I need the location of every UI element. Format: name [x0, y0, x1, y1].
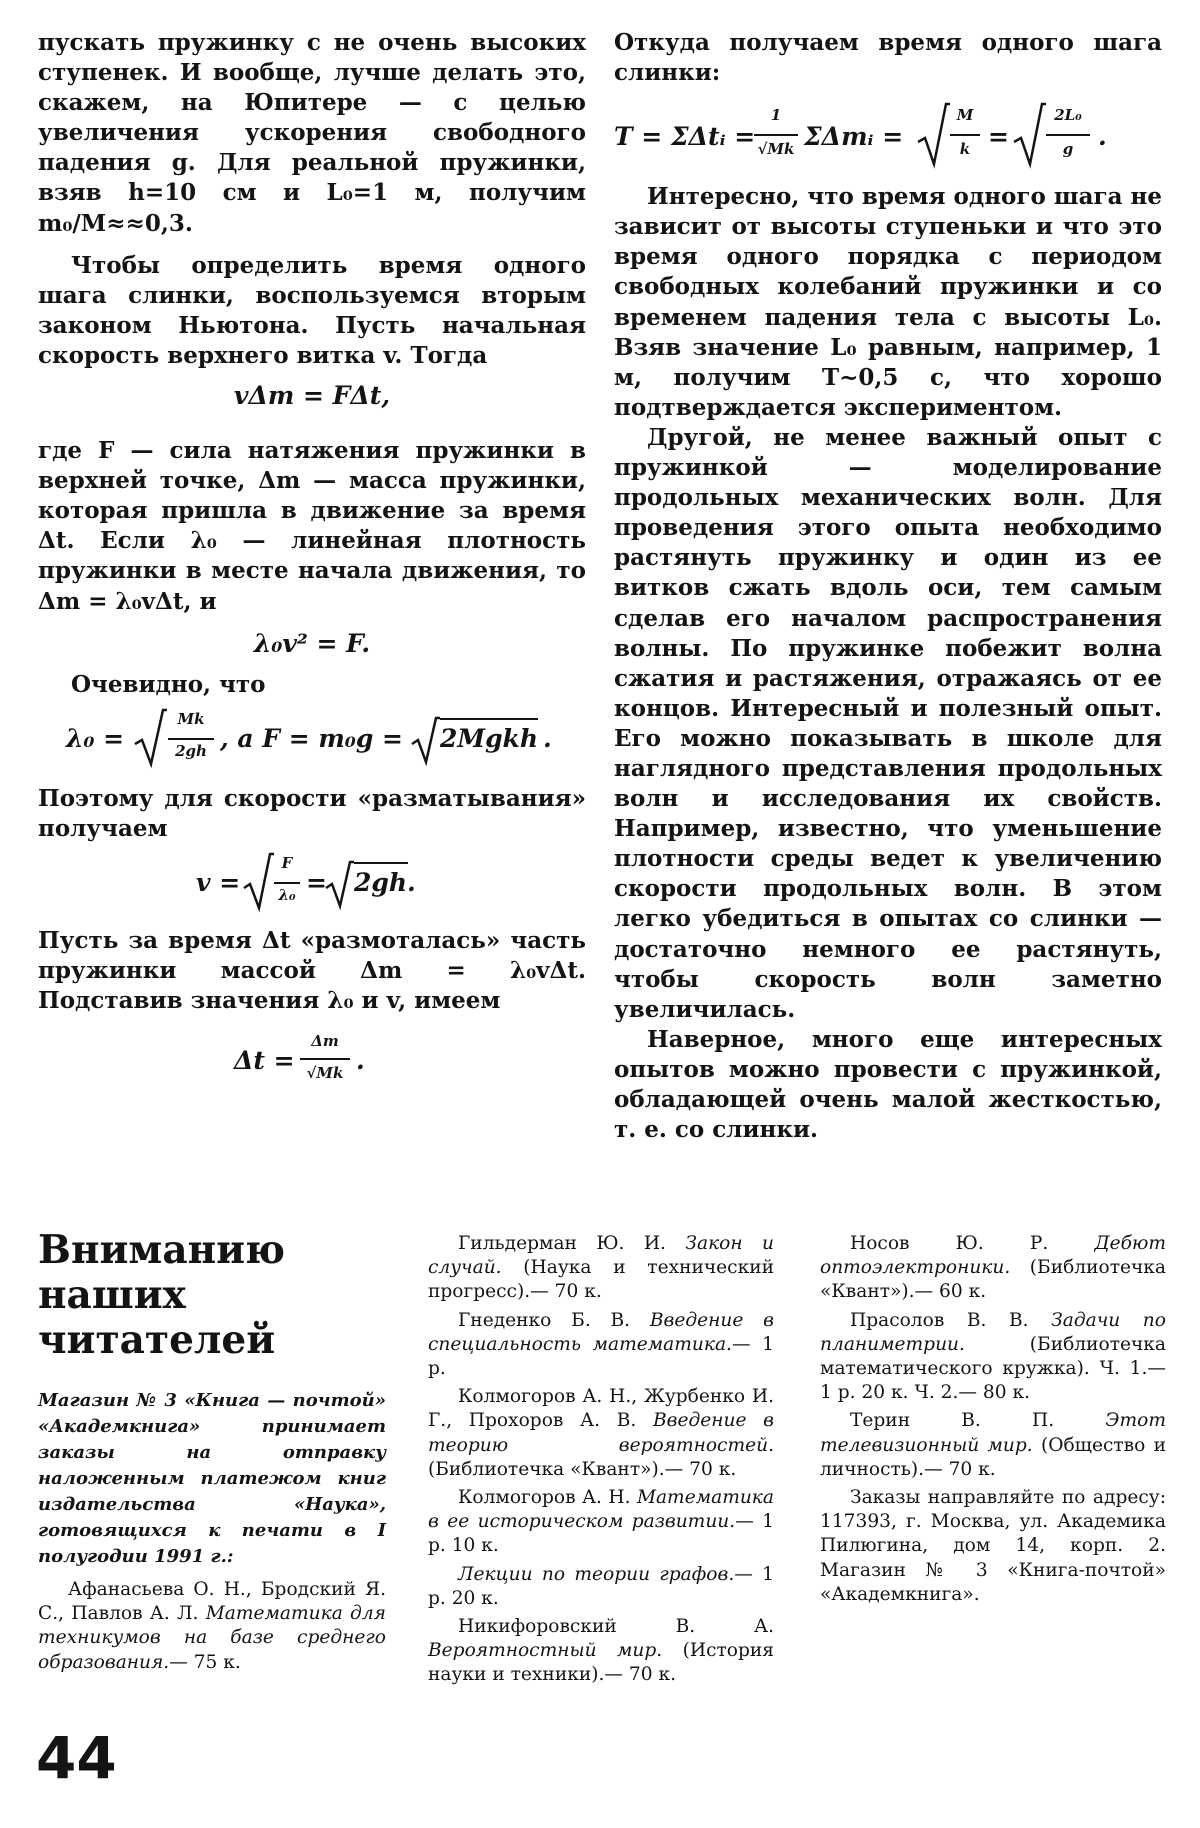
left-paragraph-6: Пусть за время Δt «размоталась» часть пружинки массой Δm = λ₀vΔt. Подставив значения λ₀ и v, имеем	[38, 926, 586, 1015]
sqrt-sign-icon	[242, 852, 274, 912]
book-price: — 1 р. 20 к.	[428, 1563, 774, 1609]
left-paragraph-5: Поэтому для скорости «разматывания» получаем	[38, 784, 586, 842]
eq3-denominator: 2gh	[175, 741, 207, 760]
left-paragraph-4: Очевидно, что	[71, 670, 266, 698]
eq6-root2-numerator: 2L₀	[1054, 106, 1082, 125]
book-authors: Терин В. П.	[850, 1410, 1055, 1432]
book-title: Дебют оптоэлектроники.	[820, 1233, 1166, 1279]
eq6-middle: ΣΔmᵢ =	[804, 122, 904, 152]
book-title: Лекции по теории графов.	[458, 1563, 735, 1585]
book-price: (Библиотечка «Квант»).— 60 к.	[820, 1257, 1166, 1303]
book-authors: Носов Ю. Р.	[850, 1233, 1049, 1254]
equation-tension: λ₀v² = F.	[253, 628, 371, 658]
fraction-bar	[168, 738, 214, 740]
page-number: 44	[36, 1724, 117, 1792]
book-authors: Колмогоров А. Н., Журбенко И. Г., Прохоров А. В.	[428, 1386, 774, 1432]
eq5-lhs: Δt =	[234, 1046, 295, 1076]
book-price: — 1 р.	[428, 1333, 774, 1380]
eq4-numerator: F	[281, 853, 293, 872]
book-entry	[428, 1563, 774, 1611]
book-price: (Библиотечка «Квант»).— 70 к.	[428, 1458, 737, 1480]
book-title: Закон и случай.	[428, 1233, 775, 1279]
book-entry	[428, 1486, 774, 1559]
fraction-bar	[274, 882, 300, 884]
eq3-lhs: λ₀ =	[66, 723, 125, 753]
book-authors: Никифоровский В. А.	[458, 1616, 774, 1638]
book-list-col-3	[820, 1232, 1166, 1611]
left-column	[38, 28, 586, 1094]
book-price: — 75 к.	[169, 1651, 241, 1673]
eq3-middle: , а F = m₀g =	[220, 723, 403, 753]
book-price: (Библиотечка математического кружка). Ч. 1.— 1 р. 20 к. Ч. 2.— 80 к.	[820, 1333, 1166, 1404]
right-paragraph-1: Откуда получаем время одного шага слинки:	[614, 29, 1162, 87]
fraction-bar	[300, 1058, 350, 1060]
book-title: Введение в теорию вероятностей.	[428, 1410, 774, 1456]
right-paragraph-3: Другой, не менее важный опыт с пружинкой — моделирование продольных механических волн. Для проведения этого опыта необходимо растянуть пружинку и один из ее витков сжать вдоль оси, тем самым сделав его началом распространения волны. По пружинке побежит волна сжатия и растяжения, отражаясь от ее концов. Интересный и полезный опыт. Его можно показывать в школе для наглядного представления продольных волн и исследования их свойств. Например, известно, что уменьшение плотности среды ведет к увеличению скорости продольных волн. В этом легко убедиться в опытах со слинки — достаточно немного ее растянуть, чтобы скорость волн заметно увеличилась.	[614, 423, 1162, 1023]
sqrt-bar	[440, 718, 538, 720]
eq3-numerator: Mk	[177, 709, 205, 728]
book-price: (Общество и личность).— 70 к.	[820, 1434, 1166, 1480]
equation-density	[38, 708, 586, 770]
notice-heading-line-2: наших читателей	[38, 1272, 276, 1363]
eq6-root2-denominator: g	[1062, 140, 1074, 159]
eq4-lhs: v =	[196, 867, 241, 897]
eq6-period: .	[1098, 122, 1107, 152]
book-authors: Гильдерман Ю. И.	[458, 1233, 666, 1254]
book-entry	[428, 1309, 774, 1382]
book-entry	[428, 1232, 774, 1305]
eq6-root1-numerator: M	[956, 106, 974, 125]
eq4-root: 2gh.	[354, 867, 416, 897]
eq4-denominator: λ₀	[278, 885, 296, 904]
notice-heading	[38, 1228, 408, 1363]
right-paragraph-4: Наверное, много еще интересных опытов можно провести с пружинкой, обладающей очень малой жесткостью, т. е. со слинки.	[614, 1025, 1162, 1144]
right-column	[614, 28, 1162, 1145]
eq5-period: .	[356, 1046, 365, 1076]
book-list-col-1	[38, 1578, 386, 1679]
fraction-bar	[754, 134, 798, 136]
left-paragraph-3: где F — сила натяжения пружинки в верхней точке, Δm — масса пружинки, которая пришла в движение за время Δt. Если λ₀ — линейная плотность пружинки в месте начала движения, то Δm = λ₀vΔt, и	[38, 437, 586, 615]
book-entry	[820, 1409, 1166, 1482]
sqrt-sign-icon	[916, 102, 950, 168]
equation-velocity	[38, 852, 586, 914]
eq3-period: .	[543, 723, 552, 753]
eq6-lhs: T = ΣΔtᵢ =	[614, 122, 756, 152]
notice-intro: Магазин № 3 «Книга — почтой» «Академкнига» принимает заказы на отправку наложенным платежом книг издательства «Наука», готовящихся к печати в I полугодии 1991 г.:	[38, 1390, 386, 1567]
sqrt-sign-icon	[324, 854, 354, 910]
fraction-bar	[1046, 134, 1090, 136]
right-paragraph-2: Интересно, что время одного шага не зависит от высоты ступеньки и что это время одного порядка с периодом свободных колебаний пружинки и со временем падения тела с высоты L₀. Взяв значение L₀ равным, например, 1 м, получим T~0,5 с, что хорошо подтверждается экспериментом.	[614, 183, 1162, 421]
eq3-root: 2Mgkh	[440, 723, 539, 753]
fraction-bar	[950, 134, 980, 136]
book-entry	[38, 1578, 386, 1675]
book-title: Этот телевизионный мир.	[820, 1410, 1166, 1456]
book-title: Введение в специальность математика.	[428, 1309, 774, 1355]
left-paragraph-2: Чтобы определить время одного шага слинки, воспользуемся вторым законом Ньютона. Пусть начальная скорость верхнего витка v. Тогда	[38, 251, 586, 369]
book-title: Математика для техникумов на базе среднего образования.	[38, 1603, 386, 1673]
equation-period	[614, 102, 1162, 172]
order-address: Заказы направляйте по адресу: 117393, г. Москва, ул. Академика Пилюгина, дом 14, корп. 2. Магазин № 3 «Книга-почтой» «Академкнига».	[820, 1487, 1166, 1605]
eq4-equals: =	[306, 867, 327, 897]
book-entry	[820, 1232, 1166, 1305]
book-authors: Гнеденко Б. В.	[458, 1309, 631, 1331]
book-title: Вероятностный мир.	[428, 1640, 663, 1662]
sqrt-sign-icon	[410, 710, 440, 766]
book-entry	[428, 1615, 774, 1688]
book-title: Математика в ее историческом развитии.	[428, 1487, 774, 1533]
book-price: — 1 р. 10 к.	[428, 1511, 774, 1557]
eq6-equals: =	[988, 122, 1009, 152]
equation-time-step	[38, 1028, 586, 1094]
book-entry	[428, 1385, 774, 1482]
sqrt-sign-icon	[133, 708, 167, 768]
eq6-numerator: 1	[770, 106, 782, 125]
book-title: Задачи по планиметрии.	[820, 1309, 1166, 1355]
notice-heading-line-1: Вниманию	[38, 1227, 286, 1273]
book-price: (История науки и техники).— 70 к.	[428, 1640, 774, 1686]
eq6-denominator: √Mk	[757, 140, 795, 159]
equation-momentum: vΔm = FΔt,	[233, 381, 391, 411]
eq6-root1-denominator: k	[959, 140, 971, 159]
book-authors: Колмогоров А. Н.	[458, 1487, 631, 1509]
eq5-numerator: Δm	[311, 1032, 339, 1051]
book-price: (Наука и технический прогресс).— 70 к.	[428, 1257, 774, 1303]
sqrt-sign-icon	[1012, 102, 1046, 168]
book-entry	[820, 1309, 1166, 1406]
left-paragraph-1: пускать пружинку с не очень высоких ступенек. И вообще, лучше делать это, скажем, на Юпитере — с целью увеличения ускорения свободного падения g. Для реальной пружинки, взяв h=10 см и L₀=1 м, получим m₀/M≈≈0,3.	[38, 29, 586, 237]
sqrt-bar	[354, 862, 408, 864]
book-authors: Прасолов В. В.	[850, 1309, 1029, 1331]
book-list-col-2	[428, 1232, 774, 1692]
book-authors: Афанасьева О. Н., Бродский Я. С., Павлов А. Л.	[38, 1579, 386, 1625]
eq5-denominator: √Mk	[306, 1064, 344, 1083]
